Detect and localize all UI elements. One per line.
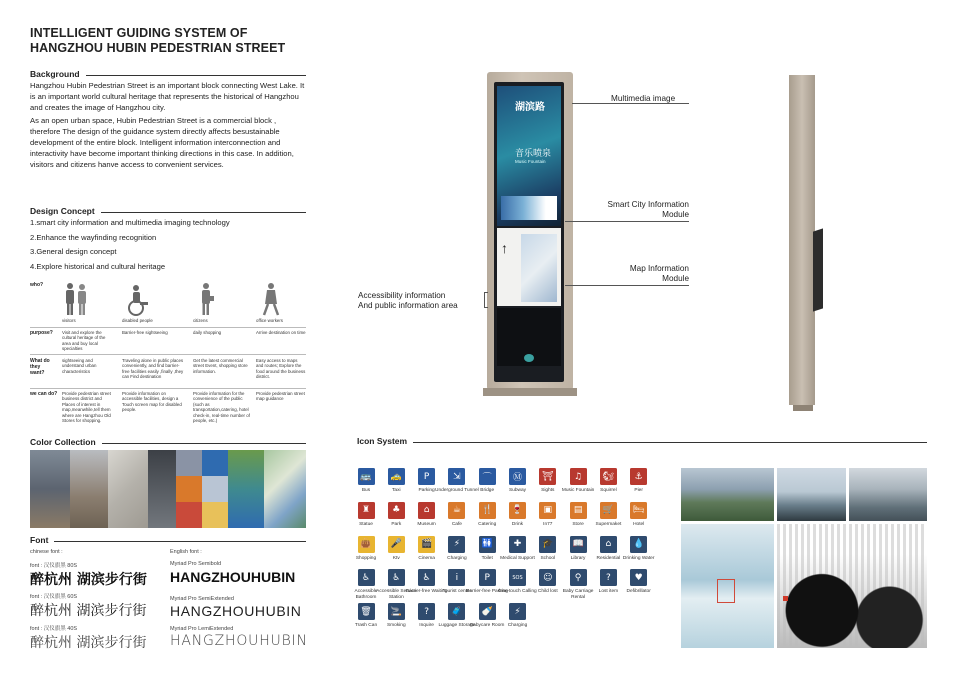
screen-en-subtitle: Music Fountain bbox=[515, 159, 546, 164]
child-lost-icon: ☺ bbox=[539, 569, 556, 586]
baby-carriage-rental-icon: ⚲ bbox=[570, 569, 587, 586]
icon-label: Toilet bbox=[481, 555, 493, 561]
icon-label: Luggage Storage bbox=[438, 623, 476, 629]
bridge-icon: ⌒ bbox=[479, 468, 496, 485]
color-swatch bbox=[176, 502, 202, 528]
underground-tunnel-icon: ⇲ bbox=[448, 468, 465, 485]
concept-item: 3.General design concept bbox=[30, 247, 117, 257]
icon-label: Library bbox=[570, 555, 586, 561]
disabled-people-icon bbox=[122, 284, 154, 316]
row-divider bbox=[30, 388, 306, 389]
charging-icon: ⚡ bbox=[509, 603, 526, 620]
want-cell: Easy access to maps and routes; Explore the food around the business district. bbox=[256, 358, 306, 380]
icon-label: Museum bbox=[417, 521, 436, 527]
do-cell: Provide pedestrian street map guidance bbox=[256, 391, 305, 402]
cn-font-label: font : 汉仪旗黑 40S bbox=[30, 626, 78, 632]
residential-icon: ⌂ bbox=[600, 536, 617, 553]
map-swatch bbox=[264, 450, 306, 528]
pixel-artwork-right bbox=[777, 524, 927, 648]
icon-defibrillator bbox=[617, 569, 661, 594]
icon-label: In77 bbox=[543, 521, 553, 527]
concept-item: 2.Enhance the wayfinding recognition bbox=[30, 232, 157, 242]
citizens-icon bbox=[196, 282, 216, 316]
bus-icon: 🚌 bbox=[358, 468, 375, 485]
do-cell: Provide information for the convenience of the public (such as transportation,catering, hotel check-in, real-time number of people, etc.) bbox=[193, 391, 250, 424]
icon-label: Drink bbox=[511, 521, 524, 527]
library-icon: 📖 bbox=[570, 536, 587, 553]
callout-accessibility bbox=[358, 291, 458, 311]
street-photo bbox=[30, 450, 70, 528]
callout-line bbox=[565, 221, 689, 222]
cinema-icon: 🎬 bbox=[418, 536, 435, 553]
arrow-up-icon: ↑ bbox=[501, 240, 508, 256]
en-font-sample: HANGZHOUHUBIN bbox=[170, 569, 296, 585]
icon-label: Accessible Service Station bbox=[376, 589, 417, 600]
purpose-label: purpose? bbox=[30, 330, 53, 336]
background-paragraph-2: As an open urban space, Hubin Pedestrian Street is a commercial block , therefore The design of the guidance system directly affects besustainable development of the entire block. Intelligent information interconnection and interactivity have become important thinking directions in this case. In addition, visitors and citizens hanve access to convenient services. bbox=[30, 116, 294, 169]
accessibility-screen bbox=[497, 308, 561, 366]
ktv-icon: 🎤 bbox=[388, 536, 405, 553]
cn-font-sample: 醉杭州 湖滨步行街 bbox=[30, 572, 147, 588]
who-office-workers: office workers bbox=[256, 318, 284, 323]
babycare-room-icon: 🍼 bbox=[479, 603, 496, 620]
street-photo bbox=[70, 450, 108, 528]
school-icon: 🎓 bbox=[539, 536, 556, 553]
logo-icon bbox=[524, 354, 534, 362]
en-font-sample: HANGZHOUHUBIN bbox=[170, 633, 308, 649]
medical-support-icon: ✚ bbox=[509, 536, 526, 553]
icon-label: Parking bbox=[418, 488, 435, 493]
map-thumbnail bbox=[521, 234, 557, 302]
title-line-2: HANGZHOU HUBIN PEDESTRIAN STREET bbox=[30, 41, 286, 55]
mountain-photo bbox=[849, 468, 927, 521]
color-swatch bbox=[176, 476, 202, 502]
purpose-cell: Arrive destination on time bbox=[256, 330, 306, 335]
row-divider bbox=[30, 354, 306, 355]
callout-bracket bbox=[484, 292, 488, 308]
charging-icon: ⚡ bbox=[448, 536, 465, 553]
music-fountain-icon: ♫ bbox=[570, 468, 587, 485]
accessible-service-station-icon: ♿ bbox=[388, 569, 405, 586]
icon-label: Trash Can bbox=[354, 623, 378, 629]
street-photo bbox=[148, 450, 176, 528]
icon-hotel bbox=[617, 502, 661, 527]
icon-label: Babycare Room bbox=[469, 623, 505, 629]
cn-font-label: font : 汉仪旗黑 60S bbox=[30, 594, 78, 600]
lake-photo bbox=[681, 468, 774, 521]
highlight-box bbox=[717, 579, 735, 603]
parking-icon: P bbox=[418, 468, 435, 485]
screen-cn-subtitle: 音乐喷泉 bbox=[515, 149, 552, 159]
design-concept-list bbox=[30, 216, 306, 274]
luggage-storage-icon: 🧳 bbox=[448, 603, 465, 620]
tourist-center-icon: i bbox=[448, 569, 465, 586]
want-label: What do they want? bbox=[30, 358, 50, 376]
icon-label: Accessible Bathroom bbox=[354, 589, 378, 600]
icon-label: Cinema bbox=[418, 555, 435, 561]
do-cell: Provide information on accessible facilities, design a Touch screen map for disabled people. bbox=[122, 391, 182, 413]
color-swatch bbox=[228, 450, 264, 528]
inquire-icon: ? bbox=[418, 603, 435, 620]
icon-label: Squirrel bbox=[600, 488, 617, 493]
kiosk-side-panel bbox=[813, 228, 823, 311]
background-heading-text: Background bbox=[30, 69, 80, 79]
icon-label: Charging bbox=[507, 623, 528, 629]
icon-pier bbox=[617, 468, 661, 493]
icon-system-heading-text: Icon System bbox=[357, 436, 408, 446]
icon-label: Smoking bbox=[386, 623, 406, 629]
callout-map-line2: Module bbox=[662, 274, 689, 283]
want-cell: Get the latest commercial street Event, shopping store information. bbox=[193, 358, 248, 374]
toilet-icon: 🚻 bbox=[479, 536, 496, 553]
trash-can-icon: 🗑 bbox=[358, 603, 375, 620]
smoking-icon: 🚬 bbox=[388, 603, 405, 620]
subway-icon: Ⓜ bbox=[509, 468, 526, 485]
font-heading-text: Font bbox=[30, 535, 49, 545]
icon-label: Bus bbox=[361, 488, 371, 493]
icon-charging bbox=[496, 603, 540, 628]
color-swatch bbox=[202, 502, 228, 528]
design-concept-heading-text: Design Concept bbox=[30, 206, 95, 216]
map-screen bbox=[497, 228, 561, 306]
icon-label: Catering bbox=[478, 521, 497, 527]
callout-map bbox=[600, 264, 689, 284]
icon-label: Charging bbox=[447, 555, 467, 561]
icon-label: Barrier-free Parking bbox=[466, 589, 509, 595]
lost-item-icon: ? bbox=[600, 569, 617, 586]
kiosk-side-view bbox=[789, 75, 815, 405]
callout-smart-city bbox=[592, 200, 689, 220]
who-disabled-people: disabled people bbox=[122, 318, 153, 323]
icon-label: Residential bbox=[596, 555, 621, 561]
callout-accessibility-line1: Accessibility information bbox=[358, 291, 446, 300]
catering-icon: 🍴 bbox=[479, 502, 496, 519]
icon-label: Hotel bbox=[633, 521, 645, 527]
row-divider bbox=[30, 327, 306, 328]
purpose-cell: daily shopping bbox=[193, 330, 222, 335]
who-visitors: visitors bbox=[62, 318, 76, 323]
screen-cn-title: 湖滨路 bbox=[515, 102, 545, 113]
chinese-font-label: chinese font : bbox=[30, 549, 63, 555]
icon-label: School bbox=[540, 555, 556, 561]
color-collection-heading-text: Color Collection bbox=[30, 437, 96, 447]
color-collection-collage bbox=[30, 450, 306, 528]
in77-icon: ▣ bbox=[539, 502, 556, 519]
color-swatch bbox=[176, 450, 202, 476]
red-pixel bbox=[783, 596, 788, 601]
kiosk-side-base bbox=[793, 405, 813, 411]
shopping-icon: 👜 bbox=[358, 536, 375, 553]
page-title bbox=[30, 26, 285, 56]
icon-label: Cafe bbox=[451, 521, 462, 527]
icon-label: Park bbox=[391, 521, 402, 527]
store-icon: ▤ bbox=[570, 502, 587, 519]
cn-font-label: font : 汉仪旗黑 80S bbox=[30, 563, 78, 569]
english-font-label: English font : bbox=[170, 549, 202, 555]
sights-icon: ⛩ bbox=[539, 468, 556, 485]
icon-drinking-water bbox=[617, 536, 661, 561]
icon-label: Drinking Water bbox=[622, 555, 655, 561]
background-text bbox=[30, 81, 308, 173]
concept-item: 4.Explore historical and cultural heritage bbox=[30, 261, 166, 271]
drinking-water-icon: 💧 bbox=[630, 536, 647, 553]
en-font-sample: HANGZHOUHUBIN bbox=[170, 603, 302, 619]
taxi-icon: 🚕 bbox=[388, 468, 405, 485]
multimedia-screen bbox=[497, 86, 561, 226]
who-label: who? bbox=[30, 282, 44, 288]
supermaket-icon: 🛒 bbox=[600, 502, 617, 519]
cn-font-sample: 醉杭州 湖滨步行街 bbox=[30, 635, 147, 651]
drink-icon: 🍷 bbox=[509, 502, 526, 519]
background-paragraph-1: Hangzhou Hubin Pedestrian Street is an important block connecting West Lake. It is an important world cultural heritage that represents the historical of Hangzhou and creates the image of Hangzhou city. bbox=[30, 81, 305, 112]
kiosk-base bbox=[483, 388, 577, 396]
statue-icon: ♜ bbox=[358, 502, 375, 519]
accessible-bathroom-icon: ♿ bbox=[358, 569, 375, 586]
icon-label: One-touch Calling bbox=[498, 589, 537, 595]
visitors-icon bbox=[62, 282, 92, 316]
background-heading bbox=[30, 69, 306, 79]
callout-map-line1: Map Information bbox=[629, 264, 689, 273]
icon-label: Medical Support bbox=[500, 555, 535, 561]
pixel-artwork-left bbox=[681, 524, 774, 648]
color-swatch bbox=[202, 476, 228, 502]
barrier-free-parking-icon: P bbox=[479, 569, 496, 586]
icon-label: Inquire bbox=[419, 623, 434, 629]
pagoda-photo bbox=[777, 468, 846, 521]
want-cell: Traveling alone in public places conveniently, and find barrier-free facilities easily ,finally ,they can Find destination bbox=[122, 358, 184, 380]
color-collection-heading bbox=[30, 437, 306, 447]
callout-smart-city-line2: Module bbox=[662, 210, 689, 219]
en-font-label: Myriad Pro LemiExtended bbox=[170, 626, 234, 632]
want-cell: sightseeing and understand urban characteristics bbox=[62, 358, 97, 374]
icon-label: Lost item bbox=[598, 589, 619, 595]
icon-label: Defibrillator bbox=[626, 589, 651, 595]
icon-label: Statue bbox=[359, 521, 373, 527]
icon-label: Bridge bbox=[480, 488, 495, 493]
en-font-label: Myriad Pro SemiExtended bbox=[170, 596, 234, 602]
screen-banner bbox=[501, 196, 557, 220]
callout-multimedia: Multimedia image bbox=[611, 94, 676, 103]
do-label: we can do? bbox=[30, 391, 58, 397]
icon-label: Ktv bbox=[392, 555, 400, 561]
purpose-cell: Visit and explore the cultural heritage of the area and buy local specialties bbox=[62, 330, 106, 352]
icon-label: Subway bbox=[508, 488, 527, 493]
squirrel-icon: 🐿 bbox=[600, 468, 617, 485]
museum-icon: ⌂ bbox=[418, 502, 435, 519]
icon-label: Baby Carriage Rental bbox=[562, 589, 594, 600]
design-concept-heading bbox=[30, 206, 306, 216]
callout-accessibility-line2: And public information area bbox=[358, 301, 458, 310]
en-font-label: Myriad Pro Semibold bbox=[170, 561, 222, 567]
icon-label: Barrier-free Waiting bbox=[405, 589, 448, 595]
color-swatch bbox=[202, 450, 228, 476]
icon-system-heading bbox=[357, 436, 927, 446]
one-touch-calling-icon: SOS bbox=[509, 569, 526, 586]
street-photo bbox=[108, 450, 148, 528]
barrier-free-waiting-icon: ♿ bbox=[418, 569, 435, 586]
callout-line bbox=[565, 285, 689, 286]
pier-icon: ⚓ bbox=[630, 468, 647, 485]
icon-label: Taxi bbox=[392, 488, 401, 493]
icon-label: Tourist center bbox=[442, 589, 472, 595]
callout-smart-city-line1: Smart City Information bbox=[607, 200, 689, 209]
do-cell: Provide pedestrian street business district and Places of interest in map,meanwhile,tell them where are Hangzhou Old Stores for shopping. bbox=[62, 391, 111, 424]
park-icon: ♣ bbox=[388, 502, 405, 519]
office-workers-icon bbox=[260, 282, 282, 316]
cn-font-sample: 醉杭州 湖滨步行街 bbox=[30, 603, 147, 619]
cafe-icon: ☕ bbox=[448, 502, 465, 519]
title-line-1: INTELLIGENT GUIDING SYSTEM OF bbox=[30, 26, 248, 40]
purpose-cell: Barrier-free sightseeing bbox=[122, 330, 168, 335]
font-heading bbox=[30, 535, 306, 545]
icon-label: Sights bbox=[541, 488, 555, 493]
icon-label: Underground Tunnel bbox=[435, 488, 479, 493]
icon-label: Store bbox=[572, 521, 584, 527]
pixel-tree-silhouette bbox=[777, 554, 927, 648]
icon-label: Child lost bbox=[537, 589, 558, 595]
icon-label: Music Fountain bbox=[561, 488, 595, 493]
concept-item: 1.smart city information and multimedia imaging technology bbox=[30, 218, 230, 227]
who-citizens: citizens bbox=[193, 318, 208, 323]
hotel-icon: 🛏 bbox=[630, 502, 647, 519]
defibrillator-icon: ♥ bbox=[630, 569, 647, 586]
icon-label: Supermaket bbox=[595, 521, 622, 527]
icon-label: Shopping bbox=[355, 555, 377, 561]
icon-label: Pier bbox=[634, 488, 643, 493]
